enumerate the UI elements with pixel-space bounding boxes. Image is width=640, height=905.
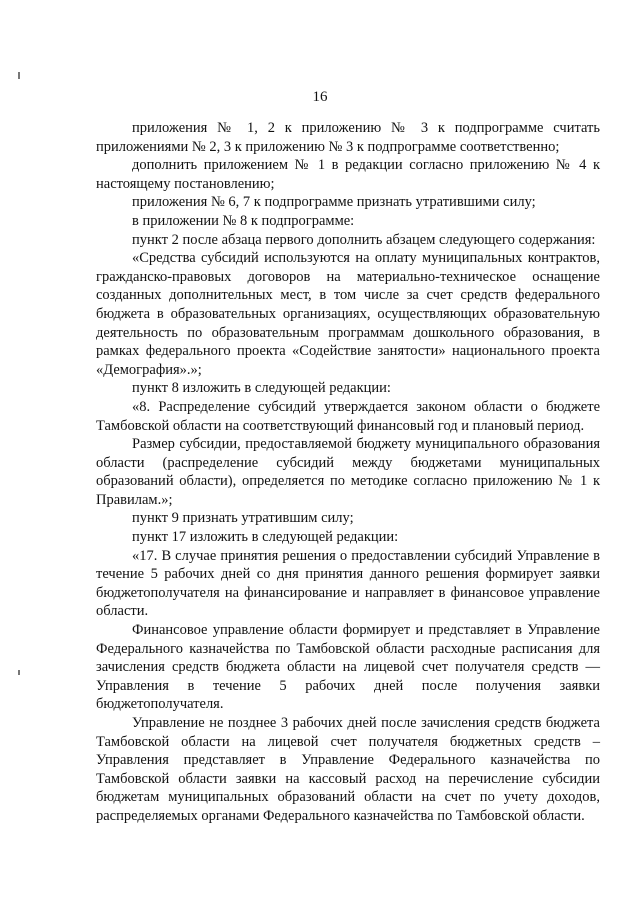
paragraph: в приложении № 8 к подпрограмме:: [132, 212, 355, 229]
paragraph: пункт 8 изложить в следующей редакции:: [132, 380, 391, 397]
paragraph: дополнить приложением № 1 в редакции согласно приложению № 4 к настоящему постановлению;: [96, 157, 600, 192]
paragraph: «17. В случае принятия решения о предоставлении субсидий Управление в течение 5 рабочих дней со дня принятия данного решения формирует заявки бюджетополучателя на финансирование и направляет в финансовое управление области.: [96, 547, 600, 620]
paragraph: пункт 9 признать утратившим силу;: [132, 510, 354, 527]
paragraph: приложения № 6, 7 к подпрограмме признать утратившими силу;: [132, 194, 536, 211]
document-body: [96, 119, 600, 826]
paragraph: пункт 17 изложить в следующей редакции:: [132, 529, 399, 546]
page-number: 16: [312, 89, 328, 105]
paragraph: пункт 2 после абзаца первого дополнить абзацем следующего содержания:: [132, 231, 596, 248]
paragraph: Размер субсидии, предоставляемой бюджету муниципального образования области (распределение субсидий между бюджетами муниципальных образований области), определяется по методике согласно приложению № 1 к Правилам.»;: [96, 436, 600, 508]
scan-mark: [18, 670, 20, 675]
paragraph: «Средства субсидий используются на оплату муниципальных контрактов, гражданско-правовых договоров на материально-техническое оснащение созданных дополнительных мест, в том числе за счет средств федерального бюджета в образовательных организациях, осуществляющих образовательную деятельность по образовательным программам дошкольного образования, в рамках федерального проекта «Содействие занятости» национального проекта «Демография».»;: [96, 250, 600, 378]
paragraph: Финансовое управление области формирует и представляет в Управление Федерального казначейства по Тамбовской области расходные расписания для зачисления средств бюджета области на лицевой счет получателя средств — Управления в течение 5 рабочих дней после получения заявки бюджетополучателя.: [96, 622, 600, 713]
paragraph: приложения № 1, 2 к приложению № 3 к подпрограмме считать приложениями № 2, 3 к приложению № 3 к подпрограмме соответственно;: [96, 120, 600, 155]
paragraph: Управление не позднее 3 рабочих дней после зачисления средств бюджета Тамбовской области на лицевой счет получателя бюджетных средств – Управления представляет в Управление Федерального казначейства по Тамбовской области заявки на кассовый расход на перечисление субсидии бюджетам муниципальных образований области на счет по учету доходов, распределяемых органами Федерального казначейства по Тамбовской области.: [96, 715, 600, 824]
scan-mark: [18, 72, 20, 79]
paragraph: «8. Распределение субсидий утверждается законом области о бюджете Тамбовской области на соответствующий финансовый год и плановый период.: [96, 398, 600, 434]
